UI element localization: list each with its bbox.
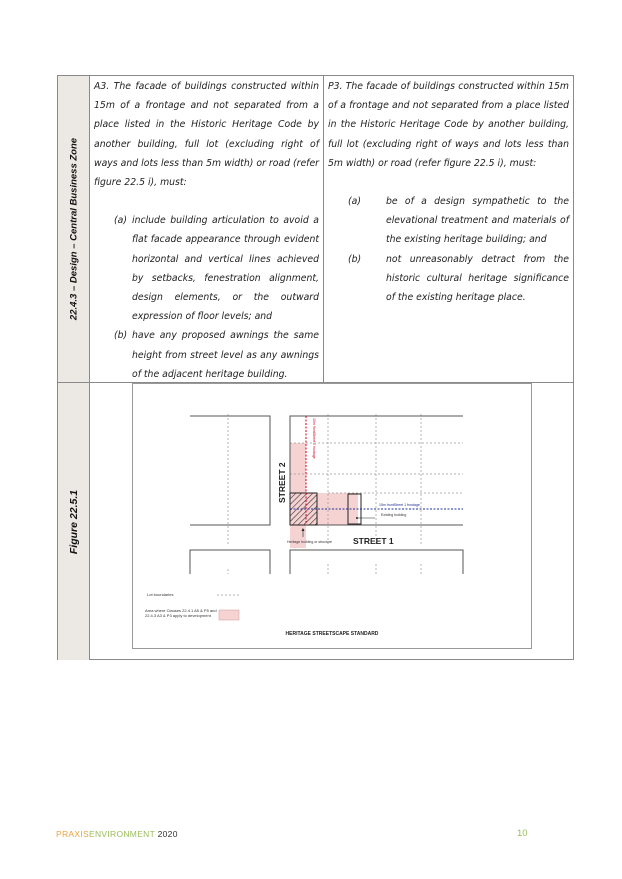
row-label-design: 22.4.3 – Design – Central Business Zone bbox=[68, 137, 79, 321]
row-label-cell-figure bbox=[58, 383, 90, 660]
acceptable-item-a: (a) include building articulation to avoid a flat facade appearance through evident horizontal and vertical lines achieved by setbacks, fenestration alignment, design elements, or the outward expression of floor levels; and bbox=[94, 211, 319, 326]
performance-item-a: (a) be of a design sympathetic to the elevational treatment and materials of the existing heritage building; and bbox=[328, 192, 569, 250]
performance-item-b-text: not unreasonably detract from the historic cultural heritage significance of the existing heritage place. bbox=[386, 253, 569, 304]
footer-brand bbox=[56, 829, 178, 839]
row-label-cell-design bbox=[58, 76, 90, 383]
brand-praxis: PRAXIS bbox=[56, 829, 89, 839]
figure-caption: HERITAGE STREETSCAPE STANDARD bbox=[285, 631, 379, 637]
existing-building-label: Existing building bbox=[381, 513, 407, 517]
performance-item-b: (b) not unreasonably detract from the historic cultural heritage significance of the existing heritage place. bbox=[328, 250, 569, 308]
brand-environment: ENVIRONMENT bbox=[88, 829, 155, 839]
acceptable-intro: A3. The facade of buildings constructed within 15m of a frontage and not separated from a place listed in the Historic Heritage Code by another building, full lot (excluding right of ways and lots less than 5m width) or road (refer figure 22.5 i), must: bbox=[94, 81, 319, 189]
heritage-building-label: Heritage building or structure bbox=[287, 540, 332, 544]
streetscape-diagram bbox=[133, 384, 531, 648]
acceptable-item-a-text: include building articulation to avoid a flat facade appearance through evident horizontal and vertical lines achieved by setbacks, fenestration alignment, design elements, or the outward expression of floor levels; and bbox=[132, 215, 319, 323]
performance-item-a-text: be of a design sympathetic to the elevational treatment and materials of the existing heritage building; and bbox=[386, 196, 569, 246]
acceptable-item-b: (b) have any proposed awnings the same height from street level as any awnings of the adjacent heritage building. bbox=[94, 326, 319, 384]
standards-table bbox=[57, 75, 574, 660]
street1-frontage-label: 15m frontStreet 1 frontage bbox=[379, 503, 420, 507]
street2-frontage-label: 15m frontStreet 2 frontage bbox=[312, 418, 316, 459]
street1-label: STREET 1 bbox=[353, 536, 394, 546]
legend-area-text: Area where Clauses 22.4.1 A5 & P5 and 22.4.3 A3 & P3 apply to development bbox=[145, 608, 217, 618]
acceptable-item-b-text: have any proposed awnings the same height from street level as any awnings of the adjacent heritage building. bbox=[132, 330, 319, 380]
page-number: 10 bbox=[517, 828, 528, 839]
street2-label: STREET 2 bbox=[277, 462, 287, 503]
footer-year: 2020 bbox=[154, 829, 178, 839]
legend-lot-label: Lot boundaries bbox=[147, 592, 174, 597]
heritage-streetscape-figure bbox=[132, 383, 532, 649]
performance-criteria-cell bbox=[324, 76, 573, 383]
legend-area-swatch bbox=[219, 610, 239, 620]
row-label-figure: Figure 22.5.1 bbox=[67, 489, 80, 554]
performance-intro: P3. The facade of buildings constructed within 15m of a frontage and not separated from a place listed in the Historic Heritage Code by another building, full lot (excluding right of ways and lots less than 5m width) or road (refer figure 22.5 i), must: bbox=[328, 81, 569, 169]
acceptable-solution-cell bbox=[90, 76, 324, 383]
